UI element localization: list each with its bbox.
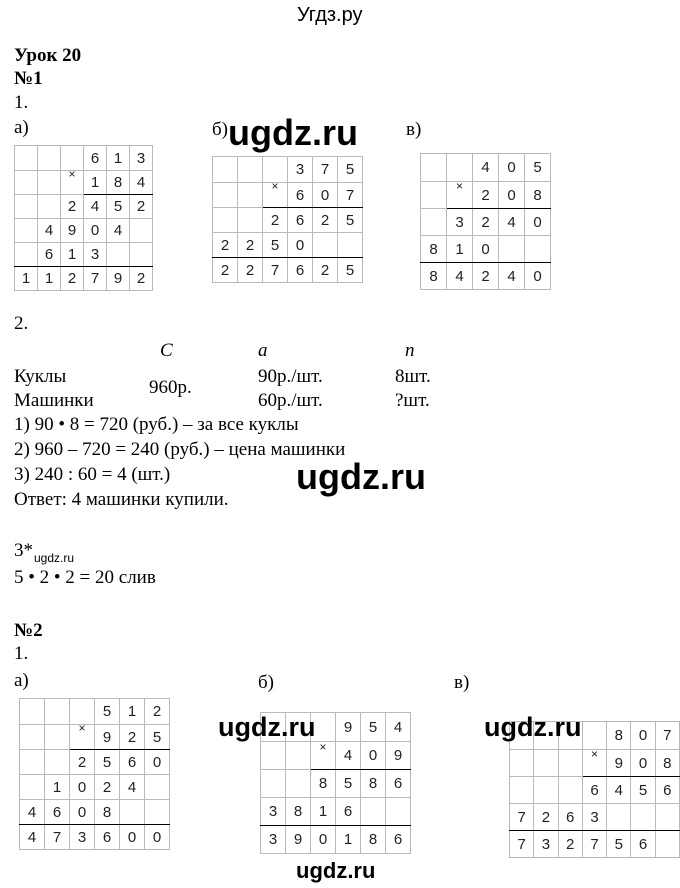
a-value-dolls: 90р./шт. <box>258 366 323 387</box>
grid-cell <box>655 831 679 858</box>
grid-cell <box>238 157 263 183</box>
grid-cell: 0 <box>525 263 551 290</box>
grid-cell: 9 <box>95 725 120 750</box>
grid-cell: 4 <box>447 263 473 290</box>
task1-label-a: а) <box>14 117 29 138</box>
grid-cell: 0 <box>70 800 95 825</box>
grid-cell: 6 <box>120 750 145 775</box>
watermark: ugdz.ru <box>218 712 316 742</box>
watermark: ugdz.ru <box>296 456 426 497</box>
grid-cell: 5 <box>263 233 288 258</box>
header-a: a <box>258 340 268 361</box>
grid-cell <box>261 770 286 798</box>
grid-cell <box>238 208 263 233</box>
answer: Ответ: 4 машинки купили. <box>14 489 229 510</box>
grid-cell: 6 <box>288 208 313 233</box>
grid-cell: 2 <box>313 258 338 283</box>
grid-cell: 2 <box>473 263 499 290</box>
grid-cell <box>421 182 447 209</box>
a-value-cars: 60р./шт. <box>258 390 323 411</box>
grid-cell <box>534 777 558 804</box>
task2-part1-num: 1. <box>14 643 29 664</box>
grid-cell: 2 <box>263 208 288 233</box>
grid-cell: 6 <box>336 798 361 826</box>
grid-cell <box>130 219 153 243</box>
grid-cell: 4 <box>499 263 525 290</box>
grid-cell: 2 <box>130 195 153 219</box>
grid-cell: 0 <box>120 825 145 850</box>
grid-cell: 1 <box>120 699 145 725</box>
grid-cell: 8 <box>421 236 447 263</box>
grid-cell: × <box>61 158 84 183</box>
grid-cell <box>261 742 286 770</box>
grid-cell: 6 <box>558 804 582 831</box>
step-1: 1) 90 • 8 = 720 (руб.) – за все куклы <box>14 414 299 435</box>
grid-cell: 1 <box>107 146 130 171</box>
grid-cell: 5 <box>338 157 363 183</box>
grid-cell: 0 <box>631 722 655 750</box>
grid-cell: 5 <box>525 154 551 182</box>
grid-cell: 7 <box>510 804 534 831</box>
grid-cell <box>15 219 38 243</box>
grid-cell <box>655 804 679 831</box>
grid-cell: 8 <box>95 800 120 825</box>
grid-cell: 0 <box>473 236 499 263</box>
grid-cell: 0 <box>145 825 170 850</box>
grid-cell <box>20 750 45 775</box>
grid-cell <box>525 236 551 263</box>
grid-cell <box>145 775 170 800</box>
grid-cell <box>510 777 534 804</box>
grid-cell <box>421 209 447 236</box>
grid-cell <box>130 243 153 267</box>
grid-cell: × <box>70 711 95 737</box>
grid-cell: 4 <box>20 800 45 825</box>
grid-cell: 0 <box>499 182 525 209</box>
grid-cell: 9 <box>286 826 311 854</box>
grid-cell: 0 <box>499 154 525 182</box>
grid-cell: 7 <box>510 831 534 858</box>
grid-cell: 6 <box>631 831 655 858</box>
grid-cell: 8 <box>311 770 336 798</box>
grid-cell <box>361 798 386 826</box>
task1-label-b: б) <box>212 119 228 140</box>
grid-cell: 6 <box>288 258 313 283</box>
grid-cell: 8 <box>361 770 386 798</box>
grid-cell: 3 <box>261 798 286 826</box>
grid-cell <box>38 146 61 171</box>
grid-cell: 9 <box>386 742 411 770</box>
grid-cell <box>421 154 447 182</box>
task1-label-v: в) <box>406 119 422 140</box>
grid-cell <box>534 750 558 777</box>
grid-cell <box>120 800 145 825</box>
grid-cell: 4 <box>386 713 411 742</box>
watermark: ugdz.ru <box>228 112 358 153</box>
step-2: 2) 960 – 720 = 240 (руб.) – цена машинки <box>14 439 346 460</box>
grid-cell: 9 <box>607 750 631 777</box>
grid-cell <box>15 243 38 267</box>
grid-cell: 5 <box>338 208 363 233</box>
grid-cell: 3 <box>261 826 286 854</box>
grid-cell <box>145 800 170 825</box>
n-value-dolls: 8шт. <box>395 366 431 387</box>
grid-cell: 1 <box>61 243 84 267</box>
grid-cell: 0 <box>70 775 95 800</box>
task1-grid-a <box>14 145 153 291</box>
grid-cell: 2 <box>534 804 558 831</box>
watermark: ugdz.ru <box>484 712 582 742</box>
grid-cell: 1 <box>311 798 336 826</box>
grid-cell: 5 <box>145 725 170 750</box>
grid-cell: 2 <box>473 182 499 209</box>
grid-cell <box>38 171 61 195</box>
grid-cell: 2 <box>238 258 263 283</box>
n-value-cars: ?шт. <box>395 390 430 411</box>
task1-part3-num: 3* <box>14 540 33 561</box>
task2-label-a: а) <box>14 670 29 691</box>
grid-cell: 3 <box>84 243 107 267</box>
grid-cell: 6 <box>84 146 107 171</box>
grid-cell: 5 <box>336 770 361 798</box>
grid-cell: 1 <box>15 267 38 291</box>
grid-cell: × <box>582 735 606 763</box>
grid-cell: 7 <box>313 157 338 183</box>
task2-grid-a <box>19 698 170 850</box>
grid-cell: 2 <box>61 195 84 219</box>
grid-cell: 0 <box>145 750 170 775</box>
grid-cell <box>238 183 263 208</box>
grid-cell: 4 <box>499 209 525 236</box>
grid-cell <box>15 146 38 171</box>
grid-cell: 5 <box>631 777 655 804</box>
grid-cell: 5 <box>338 258 363 283</box>
grid-cell: 6 <box>38 243 61 267</box>
part3-line: 5 • 2 • 2 = 20 слив <box>14 567 156 588</box>
grid-cell: 0 <box>361 742 386 770</box>
grid-cell: 8 <box>421 263 447 290</box>
grid-cell: 2 <box>145 699 170 725</box>
grid-cell: 3 <box>70 825 95 850</box>
grid-cell <box>386 798 411 826</box>
header-c: C <box>160 340 173 361</box>
grid-cell: 8 <box>655 750 679 777</box>
grid-cell: 2 <box>70 750 95 775</box>
grid-cell: 8 <box>107 171 130 195</box>
grid-cell <box>213 183 238 208</box>
grid-cell <box>499 236 525 263</box>
grid-cell <box>45 725 70 750</box>
grid-cell <box>45 699 70 725</box>
grid-cell: 7 <box>655 722 679 750</box>
grid-cell: 0 <box>84 219 107 243</box>
grid-cell: 4 <box>38 219 61 243</box>
grid-cell <box>20 775 45 800</box>
grid-cell: 6 <box>386 770 411 798</box>
grid-cell <box>286 770 311 798</box>
grid-cell: 6 <box>655 777 679 804</box>
grid-cell: 1 <box>45 775 70 800</box>
grid-cell: 6 <box>95 825 120 850</box>
grid-cell: 2 <box>313 208 338 233</box>
grid-cell: 4 <box>20 825 45 850</box>
small-watermark: ugdz.ru <box>34 551 75 565</box>
task1-label: №1 <box>14 68 43 89</box>
grid-cell: 6 <box>582 777 606 804</box>
grid-cell: 2 <box>213 258 238 283</box>
grid-cell: 4 <box>336 742 361 770</box>
grid-cell: 1 <box>84 171 107 195</box>
grid-cell: 2 <box>238 233 263 258</box>
grid-cell: 0 <box>313 183 338 208</box>
grid-cell: 9 <box>336 713 361 742</box>
grid-cell: 7 <box>84 267 107 291</box>
grid-cell: 2 <box>213 233 238 258</box>
grid-cell <box>45 750 70 775</box>
grid-cell: 2 <box>120 725 145 750</box>
grid-cell: 4 <box>120 775 145 800</box>
grid-cell: 5 <box>95 699 120 725</box>
task2-label-b: б) <box>258 672 274 693</box>
grid-cell: 2 <box>558 831 582 858</box>
grid-cell: 2 <box>95 775 120 800</box>
grid-cell: 5 <box>361 713 386 742</box>
grid-cell: 9 <box>61 219 84 243</box>
task1-grid-v <box>420 153 551 290</box>
grid-cell: 7 <box>582 831 606 858</box>
grid-cell <box>286 742 311 770</box>
task1-part1-num: 1. <box>14 92 29 113</box>
grid-cell: 3 <box>582 804 606 831</box>
task2-label: №2 <box>14 620 43 641</box>
grid-cell: 0 <box>288 233 313 258</box>
grid-cell: 3 <box>288 157 313 183</box>
step-3: 3) 240 : 60 = 4 (шт.) <box>14 464 171 485</box>
grid-cell: 4 <box>130 171 153 195</box>
grid-cell: 3 <box>447 209 473 236</box>
grid-cell <box>313 233 338 258</box>
c-value: 960р. <box>149 377 192 398</box>
grid-cell: 0 <box>311 826 336 854</box>
grid-cell: 8 <box>607 722 631 750</box>
grid-cell: 7 <box>263 258 288 283</box>
grid-cell: 6 <box>386 826 411 854</box>
grid-cell <box>338 233 363 258</box>
grid-cell <box>631 804 655 831</box>
row-label-cars: Машинки <box>14 390 94 411</box>
grid-cell: 6 <box>45 800 70 825</box>
grid-cell: 2 <box>473 209 499 236</box>
grid-cell: 1 <box>38 267 61 291</box>
grid-cell <box>213 157 238 183</box>
grid-cell: 1 <box>447 236 473 263</box>
header-n: n <box>405 340 415 361</box>
grid-cell: 4 <box>607 777 631 804</box>
grid-cell: 0 <box>525 209 551 236</box>
grid-cell <box>558 777 582 804</box>
grid-cell: 8 <box>286 798 311 826</box>
grid-cell <box>15 195 38 219</box>
task1-part2-num: 2. <box>14 313 29 334</box>
grid-cell: 7 <box>45 825 70 850</box>
task2-label-v: в) <box>454 672 470 693</box>
grid-cell: 2 <box>130 267 153 291</box>
grid-cell: × <box>447 167 473 195</box>
grid-cell: 7 <box>338 183 363 208</box>
grid-cell: 5 <box>107 195 130 219</box>
site-title: Угдз.ру <box>297 4 363 26</box>
grid-cell <box>213 208 238 233</box>
grid-cell: 8 <box>361 826 386 854</box>
grid-cell: 5 <box>95 750 120 775</box>
row-label-dolls: Куклы <box>14 366 67 387</box>
grid-cell <box>510 750 534 777</box>
footer-watermark: ugdz.ru <box>296 858 376 883</box>
grid-cell <box>607 804 631 831</box>
grid-cell: 1 <box>336 826 361 854</box>
grid-cell <box>558 750 582 777</box>
grid-cell: 8 <box>525 182 551 209</box>
grid-cell: × <box>311 727 336 756</box>
grid-cell <box>107 243 130 267</box>
grid-cell: 4 <box>107 219 130 243</box>
grid-cell: 4 <box>473 154 499 182</box>
grid-cell: 3 <box>130 146 153 171</box>
grid-cell <box>38 195 61 219</box>
task1-grid-b <box>212 156 363 283</box>
lesson-title: Урок 20 <box>14 45 82 66</box>
grid-cell <box>15 171 38 195</box>
grid-cell: 6 <box>288 183 313 208</box>
grid-cell: × <box>263 169 288 195</box>
grid-cell <box>20 699 45 725</box>
grid-cell: 4 <box>84 195 107 219</box>
grid-cell: 2 <box>61 267 84 291</box>
grid-cell: 3 <box>534 831 558 858</box>
grid-cell <box>20 725 45 750</box>
grid-cell: 0 <box>631 750 655 777</box>
grid-cell: 9 <box>107 267 130 291</box>
grid-cell: 5 <box>607 831 631 858</box>
